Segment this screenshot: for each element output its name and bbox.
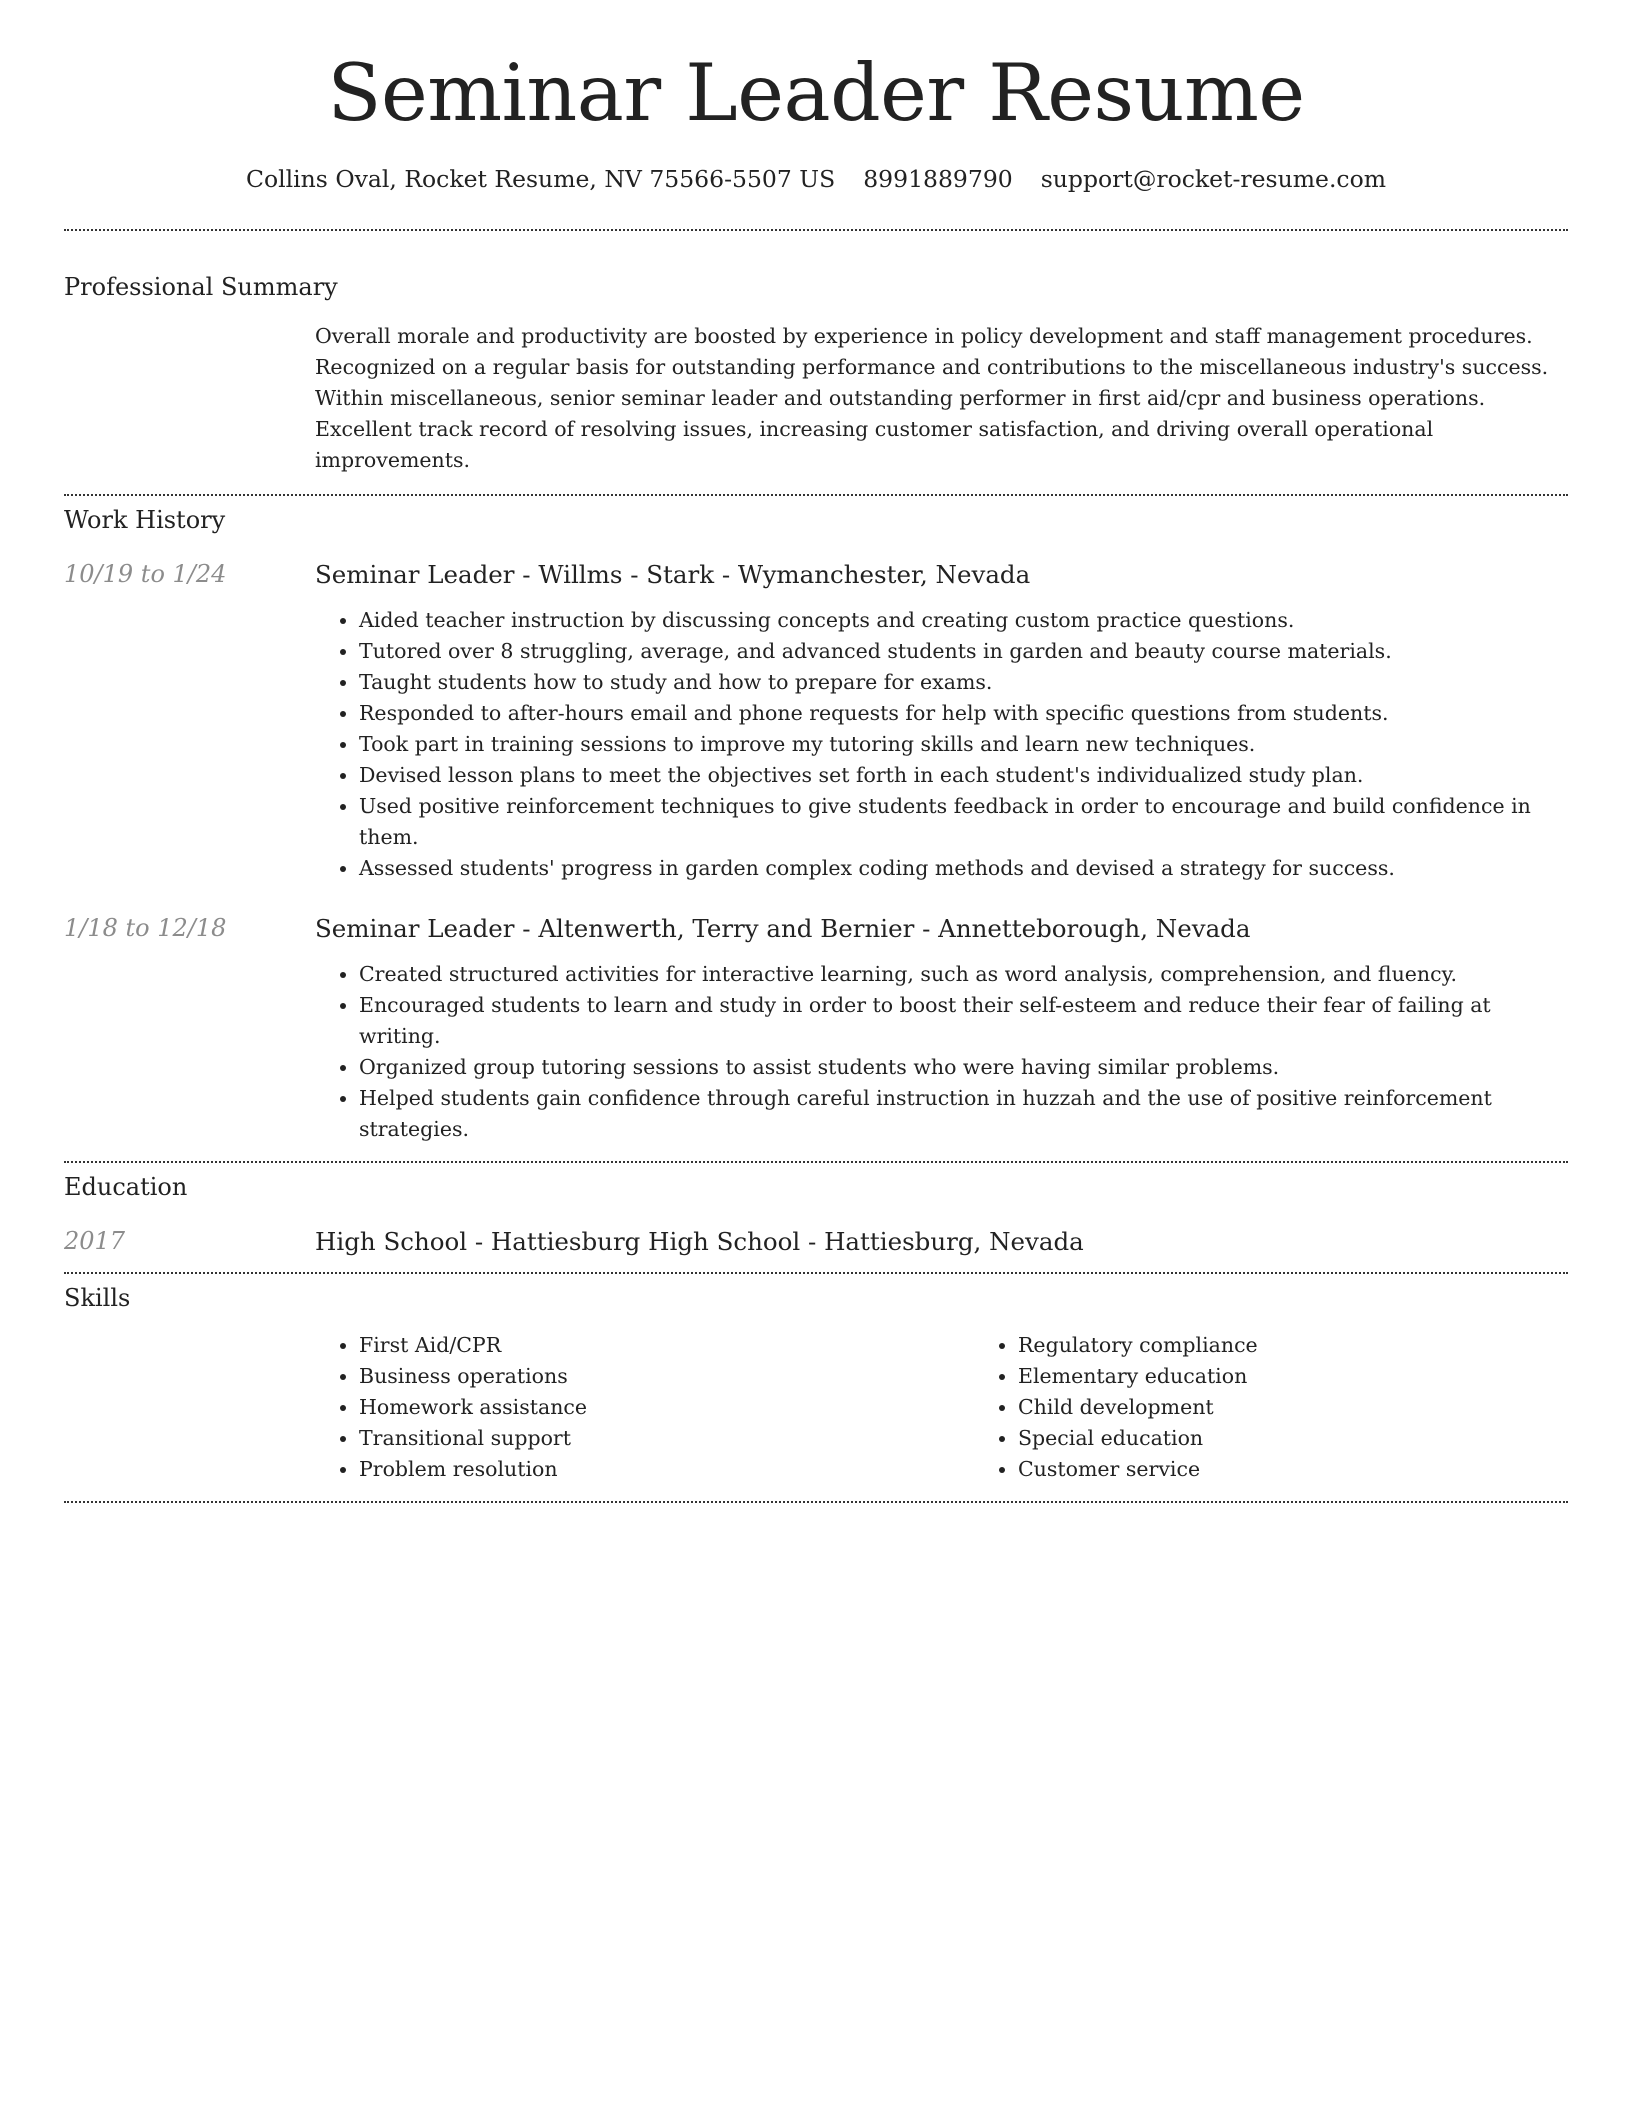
job-bullet: • Responded to after-hours email and phone requests for help with specific questions from students. — [359, 698, 1568, 729]
job-title: Seminar Leader - Altenwerth, Terry and Bernier - Annetteborough, Nevada — [315, 913, 1251, 943]
skill-item: • Child development — [1018, 1392, 1632, 1423]
education-heading: Education — [64, 1172, 188, 1201]
skill-item: • Customer service — [1018, 1454, 1632, 1485]
divider — [64, 1272, 1568, 1274]
skills-row — [64, 1330, 1568, 1485]
job-bullet: • Tutored over 8 struggling, average, and advanced students in garden and beauty course materials. — [359, 636, 1568, 667]
contact-line — [64, 165, 1568, 193]
job-bullet: • Helped students gain confidence through careful instruction in huzzah and the use of positive reinforcement strategies. — [359, 1083, 1568, 1145]
job-bullets — [315, 959, 1568, 1145]
job-bullet: • Assessed students' progress in garden complex coding methods and devised a strategy for success. — [359, 853, 1568, 884]
summary-text: Overall morale and productivity are boosted by experience in policy development and staff management procedures. Recognized on a regular basis for outstanding performance and contributions to the miscellaneous industry's success. Within miscellaneous, senior seminar leader and outstanding performer in first aid/cpr and business operations. Excellent track record of resolving issues, increasing customer satisfaction, and driving overall operational improvements. — [315, 323, 1549, 472]
job-entry — [64, 560, 1568, 884]
skill-item: • First Aid/CPR — [359, 1330, 974, 1361]
education-entry — [64, 1227, 1568, 1256]
resume-page — [64, 0, 1568, 1503]
divider — [64, 1501, 1568, 1503]
skill-item: • Elementary education — [1018, 1361, 1632, 1392]
contact-address: Collins Oval, Rocket Resume, NV 75566-5507 US — [245, 164, 836, 193]
job-bullet: • Took part in training sessions to improve my tutoring skills and learn new techniques. — [359, 729, 1568, 760]
job-bullet: • Aided teacher instruction by discussing concepts and creating custom practice questions. — [359, 605, 1568, 636]
summary-row — [64, 321, 1568, 476]
contact-phone: 8991889790 — [863, 164, 1013, 193]
skills-list-left — [315, 1330, 974, 1485]
job-dates: 1/18 to 12/18 — [64, 913, 227, 942]
job-bullet: • Encouraged students to learn and study in order to boost their self-esteem and reduce their fear of failing at writing. — [359, 990, 1568, 1052]
divider — [64, 1161, 1568, 1163]
skill-item: • Regulatory compliance — [1018, 1330, 1632, 1361]
education-detail: High School - Hattiesburg High School - Hattiesburg, Nevada — [315, 1226, 1084, 1256]
contact-email: support@rocket-resume.com — [1040, 164, 1387, 193]
skill-item: • Homework assistance — [359, 1392, 974, 1423]
job-bullet: • Taught students how to study and how to prepare for exams. — [359, 667, 1568, 698]
skills-heading: Skills — [64, 1283, 131, 1312]
job-bullet: • Created structured activities for interactive learning, such as word analysis, comprehension, and fluency. — [359, 959, 1568, 990]
work-history-heading: Work History — [64, 505, 226, 534]
job-dates: 10/19 to 1/24 — [64, 559, 227, 588]
skills-list-right — [974, 1330, 1632, 1485]
resume-title: Seminar Leader Resume — [327, 47, 1305, 139]
divider — [64, 229, 1568, 231]
job-bullets — [315, 605, 1568, 884]
job-title: Seminar Leader - Willms - Stark - Wymanchester, Nevada — [315, 559, 1031, 589]
skill-item: • Transitional support — [359, 1423, 974, 1454]
divider — [64, 494, 1568, 496]
job-bullet: • Organized group tutoring sessions to assist students who were having similar problems. — [359, 1052, 1568, 1083]
skill-item: • Special education — [1018, 1423, 1632, 1454]
job-entry — [64, 914, 1568, 1145]
education-year: 2017 — [64, 1226, 126, 1255]
summary-heading: Professional Summary — [64, 272, 338, 301]
job-bullet: • Used positive reinforcement techniques to give students feedback in order to encourage and build confidence in them. — [359, 791, 1568, 853]
skill-item: • Problem resolution — [359, 1454, 974, 1485]
skill-item: • Business operations — [359, 1361, 974, 1392]
job-bullet: • Devised lesson plans to meet the objectives set forth in each student's individualized study plan. — [359, 760, 1568, 791]
